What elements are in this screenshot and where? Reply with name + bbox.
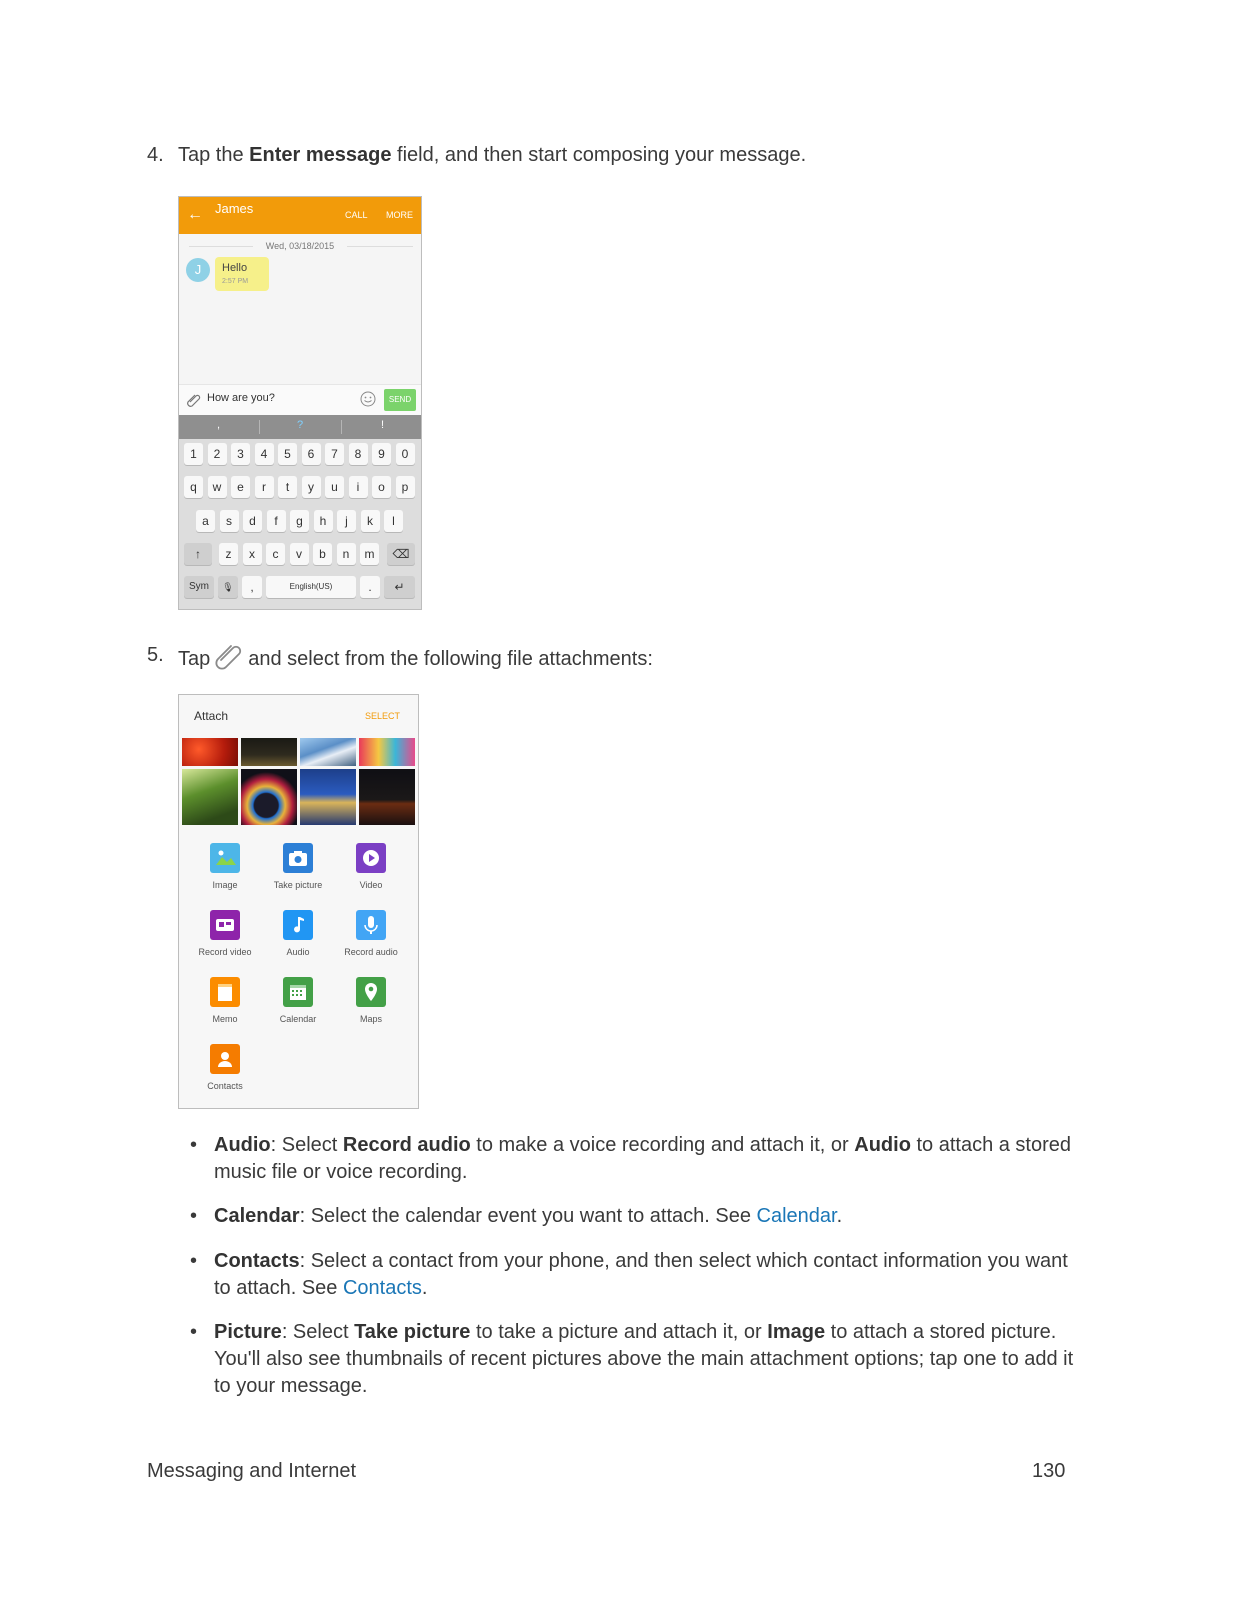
attach-option[interactable] [187,977,263,1037]
compose-bar [179,384,421,415]
step-number: 5. [147,644,164,666]
cross-reference-link[interactable]: Calendar [756,1205,837,1227]
attach-screenshot [178,694,419,1109]
sym-key[interactable]: Sym [184,576,214,598]
photo-thumbnail[interactable] [359,769,415,825]
bullet-term: Contacts [214,1250,300,1272]
key[interactable]: 1 [184,443,203,465]
bullet-term: Calendar [214,1205,300,1227]
attach-option[interactable] [260,977,336,1037]
step-number: 4. [147,144,164,166]
conversation-header [179,197,421,234]
key[interactable]: u [325,476,344,498]
photo-thumbnail[interactable] [300,738,356,766]
attach-option-label: Calendar [279,1014,317,1024]
attach-option[interactable] [187,910,263,970]
message-text: Hello [222,262,248,274]
map-pin-icon [356,977,386,1007]
suggestion[interactable]: , [217,419,221,431]
contact-icon [210,1044,240,1074]
key[interactable]: b [313,543,332,565]
photo-thumbnail[interactable] [182,738,238,766]
key[interactable]: q [184,476,203,498]
photo-thumbnail[interactable] [241,769,297,825]
bullet-text: : Select [281,1321,355,1343]
bullet-text: . [421,1277,428,1299]
photo-thumbnail[interactable] [182,769,238,825]
bullet-text: to attach a stored picture. You'll also see thumbnails of recent pictures above the main attachment options; tap one to add it to your message. [214,1321,1074,1397]
bullet-text: to attach a stored music file or voice recording. [214,1134,1072,1183]
attach-option[interactable] [187,843,263,903]
attach-option-label: Video [359,880,383,890]
suggestion[interactable]: ? [297,419,304,431]
video-icon [356,843,386,873]
key[interactable]: z [219,543,238,565]
suggestion[interactable]: ! [381,419,385,431]
back-arrow-icon[interactable]: ← [187,206,203,223]
enter-key[interactable]: ↵ [384,576,415,598]
period-key[interactable]: . [360,576,380,598]
key[interactable]: w [208,476,227,498]
key[interactable]: 9 [372,443,391,465]
attach-title: Attach [194,709,229,723]
bullet-text: . [836,1205,843,1227]
suggestion-bar [179,415,421,439]
key[interactable]: t [278,476,297,498]
step-text: Tap the Enter message field, and then start composing your message. [178,144,807,166]
microphone-icon [356,910,386,940]
record-video-icon [210,910,240,940]
key[interactable]: d [243,510,262,532]
calendar-icon [283,977,313,1007]
ui-term: Record audio [342,1134,471,1156]
key[interactable]: l [384,510,403,532]
music-note-icon [283,910,313,940]
key[interactable]: p [396,476,415,498]
attach-option-label: Record video [198,947,252,957]
key[interactable]: a [196,510,215,532]
call-button[interactable]: CALL [345,210,368,220]
send-button[interactable]: SEND [384,389,416,411]
bullet-term: Audio [214,1134,271,1156]
photo-thumbnail[interactable] [359,738,415,766]
attach-option-label: Record audio [344,947,398,957]
key[interactable]: h [314,510,333,532]
bullet-text: : Select [270,1134,343,1156]
attach-option-label: Memo [212,1014,238,1024]
attach-option-label: Contacts [207,1081,243,1091]
photo-thumbnail[interactable] [300,769,356,825]
footer-section: Messaging and Internet [147,1460,357,1482]
key[interactable]: g [290,510,309,532]
contact-name: James [215,201,254,216]
step-text: Tap and select from the following file attachments: [178,641,653,673]
photo-thumbnail[interactable] [241,738,297,766]
step-5 [147,641,1047,673]
messaging-screenshot [178,196,422,610]
key[interactable]: 8 [349,443,368,465]
attach-option[interactable] [333,843,409,903]
message-bubble [215,257,269,291]
avatar: J [186,258,210,282]
attach-option-label: Maps [359,1014,382,1024]
key[interactable]: 3 [231,443,250,465]
key[interactable]: 0 [396,443,415,465]
shift-key[interactable]: ↑ [184,543,212,565]
key[interactable]: o [372,476,391,498]
ui-term: Take picture [354,1321,471,1343]
ui-term: Enter message [249,144,392,166]
key[interactable]: m [360,543,379,565]
key[interactable]: 5 [278,443,297,465]
key[interactable]: n [337,543,356,565]
bullet-text: : Select a contact from your phone, and then select which contact information you want to attach. See [214,1250,1068,1299]
space-key[interactable]: English(US) [266,576,356,598]
select-button[interactable]: SELECT [365,711,401,721]
attach-option[interactable] [260,843,336,903]
key[interactable]: 4 [255,443,274,465]
key[interactable]: 6 [302,443,321,465]
key[interactable]: f [267,510,286,532]
attach-option[interactable] [187,1044,263,1104]
cross-reference-link[interactable]: Contacts [342,1277,422,1299]
bullet-text: to take a picture and attach it, or [470,1321,768,1343]
conversation-date: Wed, 03/18/2015 [265,241,335,251]
key[interactable]: x [243,543,262,565]
attach-option-label: Take picture [273,880,323,890]
attach-option-label: Image [212,880,238,890]
backspace-key[interactable]: ⌫ [387,543,415,565]
key[interactable]: j [337,510,356,532]
key[interactable]: c [266,543,285,565]
attach-option[interactable] [260,910,336,970]
key[interactable]: r [255,476,274,498]
image-icon [210,843,240,873]
key[interactable]: s [220,510,239,532]
paperclip-icon[interactable] [186,392,202,408]
camera-icon [283,843,313,873]
microphone-icon[interactable]: 🎙 [218,576,238,598]
bullet-text: to make a voice recording and attach it, or [470,1134,855,1156]
attach-option[interactable] [333,977,409,1037]
key[interactable]: 7 [325,443,344,465]
ui-term: Image [767,1321,826,1343]
comma-key[interactable]: , [242,576,262,598]
key[interactable]: i [349,476,368,498]
emoji-icon[interactable] [360,391,376,407]
keyboard [179,415,421,610]
paperclip-icon [214,641,244,671]
message-time: 2:57 PM [222,278,249,285]
attach-option-label: Audio [286,947,310,957]
more-button[interactable]: MORE [386,210,413,220]
page-number: 130 [1032,1460,1066,1482]
bullet-text: : Select the calendar event you want to attach. See [299,1205,757,1227]
enter-message-field[interactable]: How are you? [207,392,275,404]
key[interactable]: e [231,476,250,498]
key[interactable]: v [290,543,309,565]
key[interactable]: y [302,476,321,498]
key[interactable]: 2 [208,443,227,465]
key[interactable]: k [361,510,380,532]
bullet-term: Picture [214,1321,282,1343]
attach-option[interactable] [333,910,409,970]
ui-term: Audio [854,1134,911,1156]
memo-icon [210,977,240,1007]
